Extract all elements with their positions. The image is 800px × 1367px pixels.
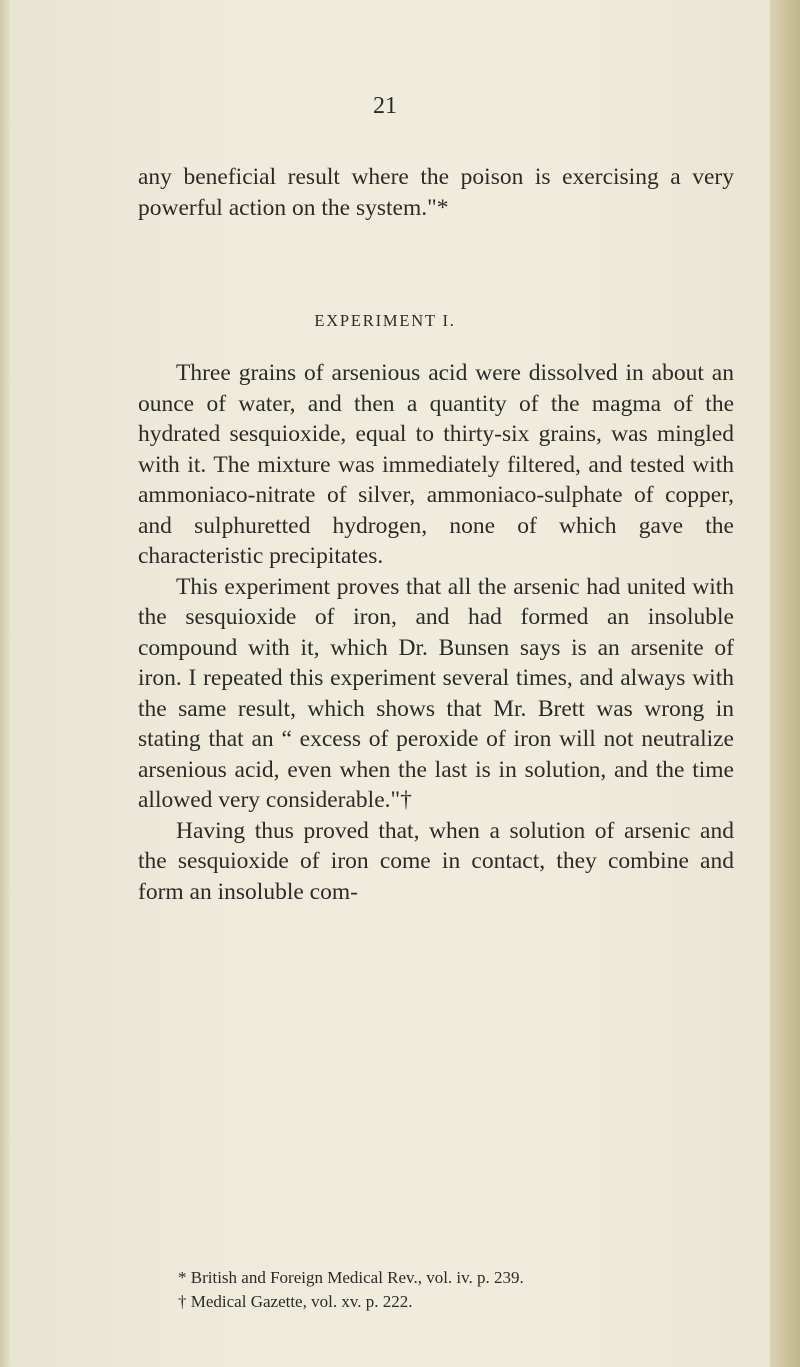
section-heading: EXPERIMENT I. — [314, 311, 456, 330]
footnote-1: * British and Foreign Medical Rev., vol. iv. p. 239. — [178, 1268, 524, 1287]
paragraph-3: Having thus proved that, when a solution of arsenic and the sesquioxide of iron come in contact, they combine and form an insoluble com- — [138, 817, 734, 905]
body-text — [138, 358, 734, 907]
paragraph-2: This experiment proves that all the arsenic had united with the sesquioxide of iron, and had formed an insoluble compound with it, which Dr. Bunsen says is an arsenite of iron. I repeated this experiment several times, and always with the same result, which shows that Mr. Brett was wrong in stating that an “ excess of peroxide of iron will not neutralize arsenious acid, even when the last is in solution, and the time allowed very considerable."† — [138, 573, 734, 813]
footnote-2: † Medical Gazette, vol. xv. p. 222. — [178, 1292, 413, 1311]
footnotes — [138, 1266, 734, 1314]
opening-paragraph: any beneficial result where the poison is exercising a very powerful action on the system."* — [138, 164, 734, 221]
paragraph-1: Three grains of arsenious acid were dissolved in about an ounce of water, and then a quantity of the magma of the hydrated sesquioxide, equal to thirty-six grains, was mingled with it. The mixture was immediately filtered, and tested with ammoniaco-nitrate of silver, ammoniaco-sulphate of copper, and sulphuretted hydrogen, none of which gave the characteristic precipitates. — [138, 360, 734, 569]
page-number: 21 — [373, 93, 397, 119]
page-left-edge — [0, 0, 10, 1367]
page-right-edge — [770, 0, 800, 1367]
opening-text — [138, 162, 734, 223]
